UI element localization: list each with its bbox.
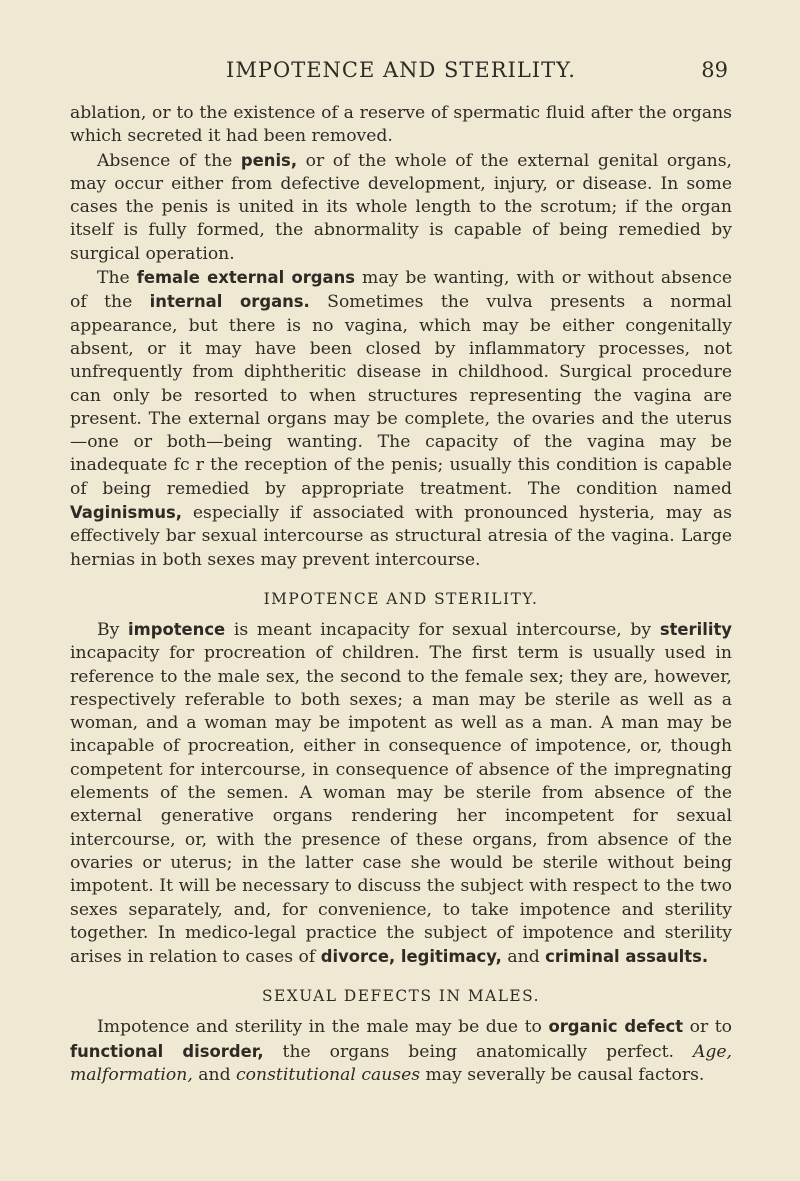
italic-term-constitutional-causes: constitutional causes — [236, 1064, 421, 1085]
text-run: Impotence and sterility in the male may be due to — [97, 1017, 549, 1038]
text-run: Absence of the — [97, 150, 241, 171]
running-title: IMPOTENCE AND STERILITY. — [226, 58, 576, 82]
text-run: and — [501, 947, 546, 968]
text-run: or to — [683, 1017, 732, 1038]
text-run: is meant incapacity for sexual intercourse, by — [225, 619, 660, 640]
text-run: incapacity for procreation of children. The first term is usually used in reference to the male sex, the second to the female sex; they are, however, respectively referable to both sexes; a man may be sterile as well as a woman, and a woman may be impotent as well as a man. A man may be incapable of procreation, either in consequence of impotence, or, though competent for intercourse, in consequence of absence of the impregnating elements of the semen. A woman may be sterile from absence of the external generative organs rendering her incompetent for sexual intercourse, or, with the presence of these organs, from absence of the ovaries or uterus; in the latter case she would be sterile without being impotent. It will be necessary to discuss the subject with respect to the two sexes separately, and, for convenience, to take impotence and sterility together. In medico-legal practice the subject of impotence and sterility arises in relation to cases of — [70, 643, 732, 968]
text-run: The — [97, 268, 137, 289]
text-run: and — [192, 1064, 237, 1085]
text-run: may be wanting, with or without absence of the — [70, 268, 732, 313]
bold-term-internal-organs: internal organs. — [149, 292, 310, 312]
bold-term-female-external-organs: female external organs — [136, 268, 356, 288]
bold-term-criminal-assaults: criminal assaults. — [545, 947, 709, 967]
paragraph-impotence-definition — [70, 618, 732, 969]
running-head — [70, 52, 732, 86]
paragraph-ablation — [70, 102, 732, 149]
section-heading-sexual-defects-males: SEXUAL DEFECTS IN MALES. — [261, 987, 541, 1006]
italic-term-age-malformation: Age, malformation, — [70, 1041, 732, 1085]
paragraph-text: ablation, or to the existence of a reserve of spermatic fluid after the organs which secreted it had been removed. — [70, 103, 732, 147]
text-run: or of the whole of the external genital organs, may occur either from defective development, injury, or disease. In some cases the penis is united in its whole length to the scrotum; if the organ itself is fully formed, the abnormality is capable of being remedied by surgical operation. — [70, 150, 732, 264]
section-heading-impotence-sterility: IMPOTENCE AND STERILITY. — [263, 589, 539, 608]
paragraph-female-external-organs — [70, 266, 732, 572]
paragraph-absence-of-penis — [70, 149, 732, 266]
bold-term-impotence: impotence — [128, 619, 226, 639]
text-run: may severally be causal factors. — [420, 1064, 705, 1085]
text-run: the organs being anatomically perfect. — [263, 1041, 693, 1062]
bold-term-functional-disorder: functional disorder, — [70, 1041, 264, 1061]
bold-term-organic-defect: organic defect — [548, 1017, 684, 1037]
text-run: By — [97, 619, 129, 640]
bold-term-penis: penis, — [240, 150, 298, 170]
paragraph-male-impotence — [70, 1015, 732, 1087]
bold-term-sterility: sterility — [659, 619, 732, 639]
text-run: Sometimes the vulva presents a normal appearance, but there is no vagina, which may be either congenitally absent, or it may have been closed by inflammatory processes, not unfrequently from diphtheritic disease in childhood. Surgical procedure can only be resorted to when structures representing the vagina are present. The external organs may be complete, the ovaries and the uterus—one or both—being wanting. The capacity of the vagina may be inadequate fc r the reception of the penis; usually this condition is capable of being remedied by appropriate treatment. The condition named — [70, 292, 732, 499]
bold-term-vaginismus: Vaginismus, — [70, 503, 182, 523]
text-run: especially if associated with pronounced hysteria, may as effectively bar sexual intercourse as structural atresia of the vagina. Large hernias in both sexes may prevent intercourse. — [70, 503, 732, 570]
page-number: 89 — [701, 58, 728, 82]
bold-term-divorce-legitimacy: divorce, legitimacy, — [320, 947, 502, 967]
